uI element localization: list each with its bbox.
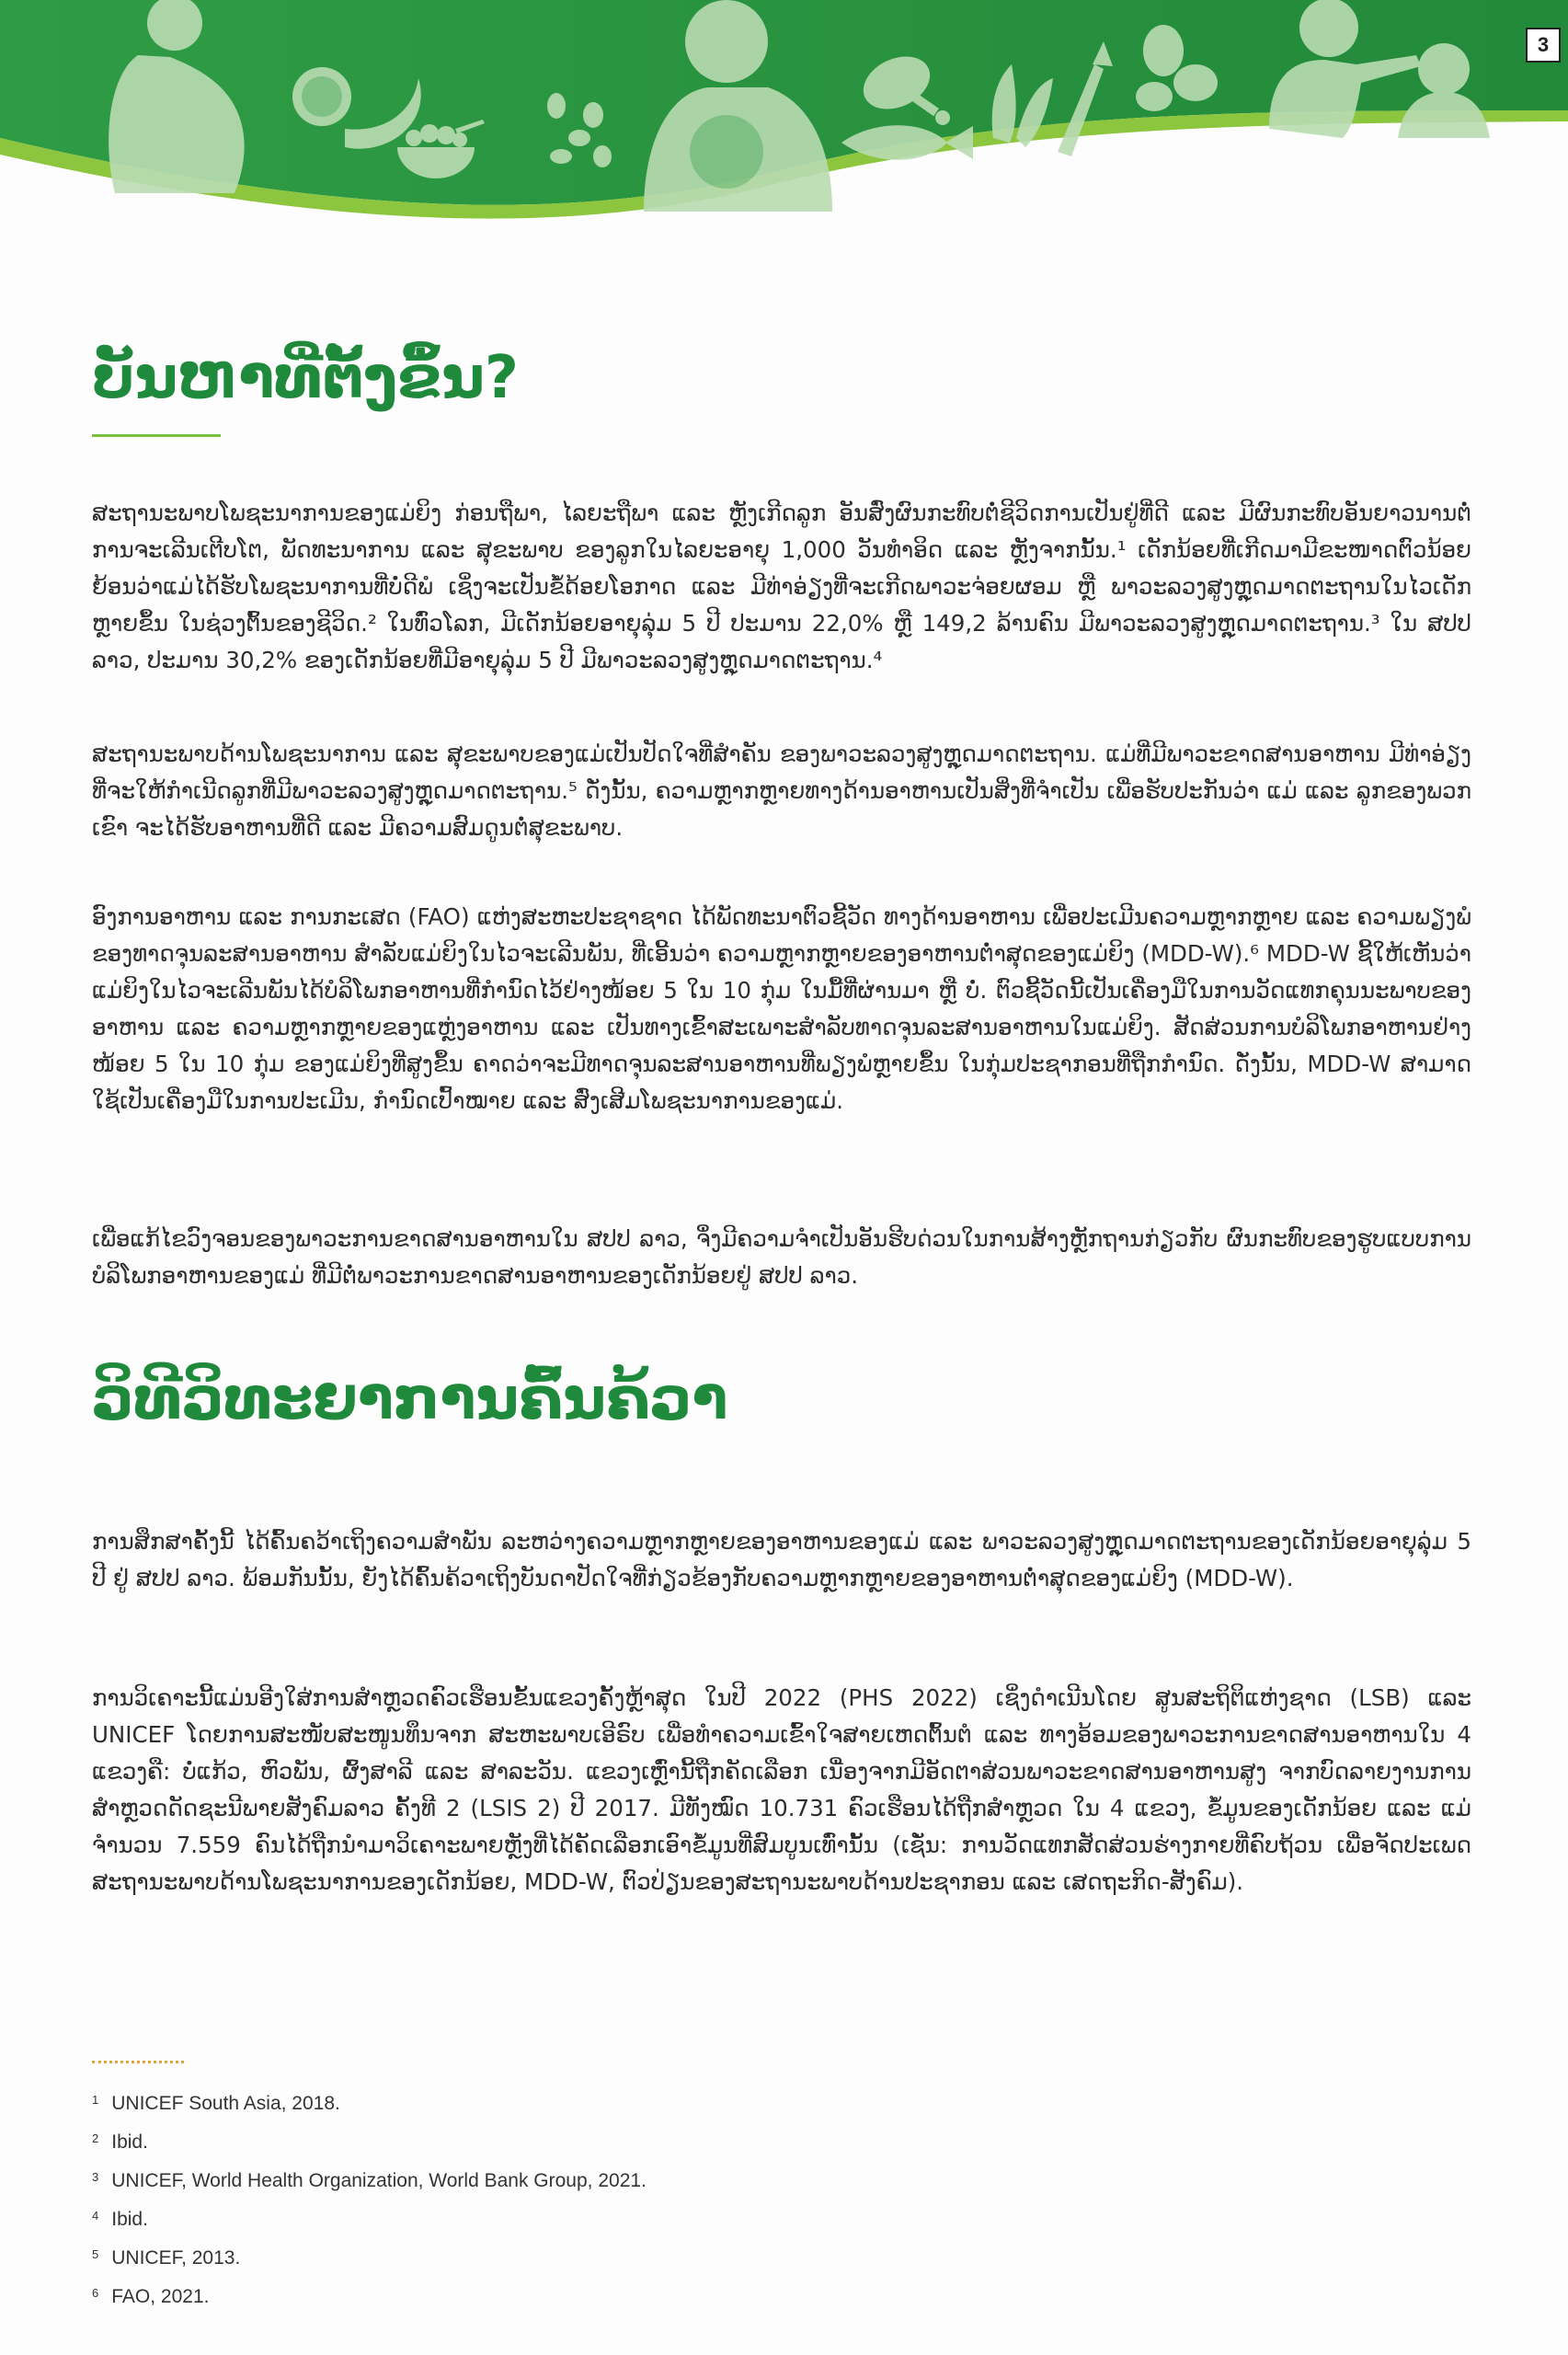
paragraph: ອົງການອາຫານ ແລະ ການກະເສດ (FAO) ແຫ່ງສະຫະປະຊາຊາດ ໄດ້ພັດທະນາຕົວຊີ້ວັດ ທາງດ້ານອາຫານ ເພື່ອປະເມີນຄວາມຫຼາກຫຼາຍ ແລະ ຄວາມພຽງພໍຂອງທາດຈຸນລະສານອາຫານ ສຳລັບແມ່ຍິງໃນໄວຈະເລີນພັນ, ທີ່ເອີ້ນວ່າ ຄວາມຫຼາກຫຼາຍຂອງອາຫານຕໍ່າສຸດຂອງແມ່ຍິງ (MDD-W).⁶ MDD-W ຊີ້ໃຫ້ເຫັນວ່າ ແມ່ຍິງໃນໄວຈະເລີນພັນໄດ້ບໍລິໂພກອາຫານທີ່ກຳນົດໄວ້ຢ່າງໜ້ອຍ 5 ໃນ 10 ກຸ່ມ ໃນມື້ທີ່ຜ່ານມາ ຫຼື ບໍ່. ຕົວຊີ້ວັດນີ້ເປັນເຄື່ອງມືໃນການວັດແທກຄຸນນະພາບຂອງອາຫານ ແລະ ຄວາມຫຼາກຫຼາຍຂອງແຫຼ່ງອາຫານ ແລະ ເປັນທາງເຂົ້າສະເພາະສຳລັບທາດຈຸນລະສານອາຫານໃນແມ່ຍິງ. ສັດສ່ວນການບໍລິໂພກອາຫານຢ່າງໜ້ອຍ 5 ໃນ 10 ກຸ່ມ ຂອງແມ່ຍິງທີ່ສູງຂຶ້ນ ຄາດວ່າຈະມີທາດຈຸນລະສານອາຫານທີ່ພຽງພໍຫຼາຍຂຶ້ນ ໃນກຸ່ມປະຊາກອນທີ່ຖືກກຳນົດ. ດັ່ງນັ້ນ, MDD-W ສາມາດໃຊ້ເປັນເຄື່ອງມືໃນການປະເມີນ, ກຳນົດເປົ້າໝາຍ ແລະ ສົ່ງເສີມໂພຊະນາການຂອງແມ່. [92, 903, 1471, 1114]
page-number: 3 [1526, 28, 1561, 63]
footnote: $^3$ UNICEF, World Health Organization, World Bank Group, 2021. [92, 2170, 647, 2191]
footnote: $^4$ Ibid. [92, 2209, 148, 2230]
footnote: $^5$ UNICEF, 2013. [92, 2247, 241, 2269]
paragraph: ການສຶກສາຄັ້ງນີ້ ໄດ້ຄົ້ນຄວ້າເຖິງຄວາມສຳພັນ ລະຫວ່າງຄວາມຫຼາກຫຼາຍຂອງອາຫານຂອງແມ່ ແລະ ພາວະລວງສູງຫຼຸດມາດຕະຖານຂອງເດັກນ້ອຍອາຍຸລຸ່ມ 5 ປີ ຢູ່ ສປປ ລາວ. ພ້ອມກັນນັ້ນ, ຍັງໄດ້ຄົ້ນຄ້ວາເຖິງບັນດາປັດໃຈທີ່ກ່ຽວຂ້ອງກັບຄວາມຫຼາກຫຼາຍຂອງອາຫານຕໍ່າສຸດຂອງແມ່ຍິງ (MDD-W). [92, 1528, 1471, 1591]
paragraph: ເພື່ອແກ້ໄຂວົງຈອນຂອງພາວະການຂາດສານອາຫານໃນ ສປປ ລາວ, ຈຶ່ງມີຄວາມຈຳເປັນອັນຮີບດ່ວນໃນການສ້າງຫຼັກຖານກ່ຽວກັບ ຜົນກະທົບຂອງຮູບແບບການບໍລິໂພກອາຫານຂອງແມ່ ທີ່ມີຕໍ່ພາວະການຂາດສານອາຫານຂອງເດັກນ້ອຍຢູ່ ສປປ ລາວ. [92, 1225, 1471, 1289]
footnote: $^6$ FAO, 2021. [92, 2286, 210, 2307]
paragraph: ການວິເຄາະນີ້ແມ່ນອີງໃສ່ການສຳຫຼວດຄົວເຮືອນຂັ້ນແຂວງຄັ້ງຫຼ້າສຸດ ໃນປີ 2022 (PHS 2022) ເຊິ່ງດຳເນີນໂດຍ ສູນສະຖິຕິແຫ່ງຊາດ (LSB) ແລະ UNICEF ໂດຍການສະໜັບສະໜູນທຶນຈາກ ສະຫະພາບເອີຣົບ ເພື່ອທຳຄວາມເຂົ້າໃຈສາຍເຫດຕົ້ນຕໍ ແລະ ທາງອ້ອມຂອງພາວະການຂາດສານອາຫານໃນ 4 ແຂວງຄື: ບໍ່ແກ້ວ, ຫົວພັນ, ຜົ້ງສາລີ ແລະ ສາລະວັນ. ແຂວງເຫຼົ່ານີ້ຖືກຄັດເລືອກ ເນື່ອງຈາກມີອັດຕາສ່ວນພາວະຂາດສານອາຫານສູງ ຈາກບົດລາຍງານການສຳຫຼວດດັດຊະນີພາຍສັງຄົມລາວ ຄັ້ງທີ 2 (LSIS 2) ປີ 2017. ມີທັງໝົດ 10.731 ຄົວເຮືອນໄດ້ຖືກສຳຫຼວດ ໃນ 4 ແຂວງ, ຂໍ້ມູນຂອງເດັກນ້ອຍ ແລະ ແມ່ ຈຳນວນ 7.559 ຄົນໄດ້ຖືກນຳມາວິເຄາະພາຍຫຼັງທີ່ໄດ້ຄັດເລືອກເອົາຂໍ້ມູນທີ່ສົມບູນເທົ່ານັ້ນ (ເຊັ່ນ: ການວັດແທກສັດສ່ວນຮ່າງກາຍທີ່ຄົບຖ້ວນ ເພື່ອຈັດປະເພດສະຖານະພາບດ້ານໂພຊະນາການຂອງເດັກນ້ອຍ, MDD-W, ຕົວປ່ຽນຂອງສະຖານະພາບດ້ານປະຊາກອນ ແລະ ເສດຖະກິດ-ສັງຄົມ). [92, 1684, 1471, 1895]
lime-icon [292, 67, 351, 126]
footnote-divider [92, 2061, 184, 2063]
footnote: $^1$ UNICEF South Asia, 2018. [92, 2093, 340, 2114]
heading-underline [92, 434, 221, 437]
footnotes [92, 2083, 647, 2315]
paragraph: ສະຖານະພາບດ້ານໂພຊະນາການ ແລະ ສຸຂະພາບຂອງແມ່ເປັນປັດໃຈທີ່ສຳຄັນ ຂອງພາວະລວງສູງຫຼຸດມາດຕະຖານ. ແມ່ທີ່ມີພາວະຂາດສານອາຫານ ມີທ່າອ່ຽງທີ່ຈະໃຫ້ກຳເນີດລູກທີ່ມີພາວະລວງສູງຫຼຸດມາດຕະຖານ.⁵ ດັ່ງນັ້ນ, ຄວາມຫຼາກຫຼາຍທາງດ້ານອາຫານເປັນສິ່ງທີ່ຈຳເປັນ ເພື່ອຮັບປະກັນວ່າ ແມ່ ແລະ ລູກຂອງພວກເຂົາ ຈະໄດ້ຮັບອາຫານທີ່ດີ ແລະ ມີຄວາມສົມດູນຕໍ່ສຸຂະພາບ. [92, 741, 1471, 841]
section-heading-problem: ບັນຫາທີ່ຕັ້ງຂຶ້ນ? [92, 344, 519, 412]
header-banner [0, 0, 1568, 239]
section-heading-methodology: ວິທີວິທະຍາການຄົ້ນຄ້ວາ [92, 1365, 728, 1433]
footnote: $^2$ Ibid. [92, 2131, 148, 2153]
paragraph: ສະຖານະພາບໂພຊະນາການຂອງແມ່ຍິງ ກ່ອນຖືພາ, ໄລຍະຖືພາ ແລະ ຫຼັງເກີດລູກ ອັນສົ່ງຜົນກະທົບຕໍ່ຊີວິດການເປັນຢູ່ທີ່ດີ ແລະ ມີຜົນກະທົບອັນຍາວນານຕໍ່ການຈະເລີນເຕີບໂຕ, ພັດທະນາການ ແລະ ສຸຂະພາບ ຂອງລູກໃນໄລຍະອາຍຸ 1,000 ວັນທຳອິດ ແລະ ຫຼັງຈາກນັ້ນ.¹ ເດັກນ້ອຍທີ່ເກີດມາມີຂະໜາດຕົວນ້ອຍ ຍ້ອນວ່າແມ່ໄດ້ຮັບໂພຊະນາການທີ່ບໍ່ດີພໍ ເຊິ່ງຈະເປັນຂໍ້ດ້ອຍໂອກາດ ແລະ ມີທ່າອ່ຽງທີ່ຈະເກີດພາວະຈ່ອຍຜອມ ຫຼື ພາວະລວງສູງຫຼຸດມາດຕະຖານໃນໄວເດັກຫຼາຍຂຶ້ນ ໃນຊ່ວງຕົ້ນຂອງຊີວິດ.² ໃນທົ່ວໂລກ, ມີເດັກນ້ອຍອາຍຸລຸ່ມ 5 ປີ ປະມານ 22,0% ຫຼື 149,2 ລ້ານຄົນ ມີພາວະລວງສູງຫຼຸດມາດຕະຖານ.³ ໃນ ສປປ ລາວ, ປະມານ 30,2% ຂອງເດັກນ້ອຍທີ່ມີອາຍຸລຸ່ມ 5 ປີ ມີພາວະລວງສູງຫຼຸດມາດຕະຖານ.⁴ [92, 500, 1471, 673]
